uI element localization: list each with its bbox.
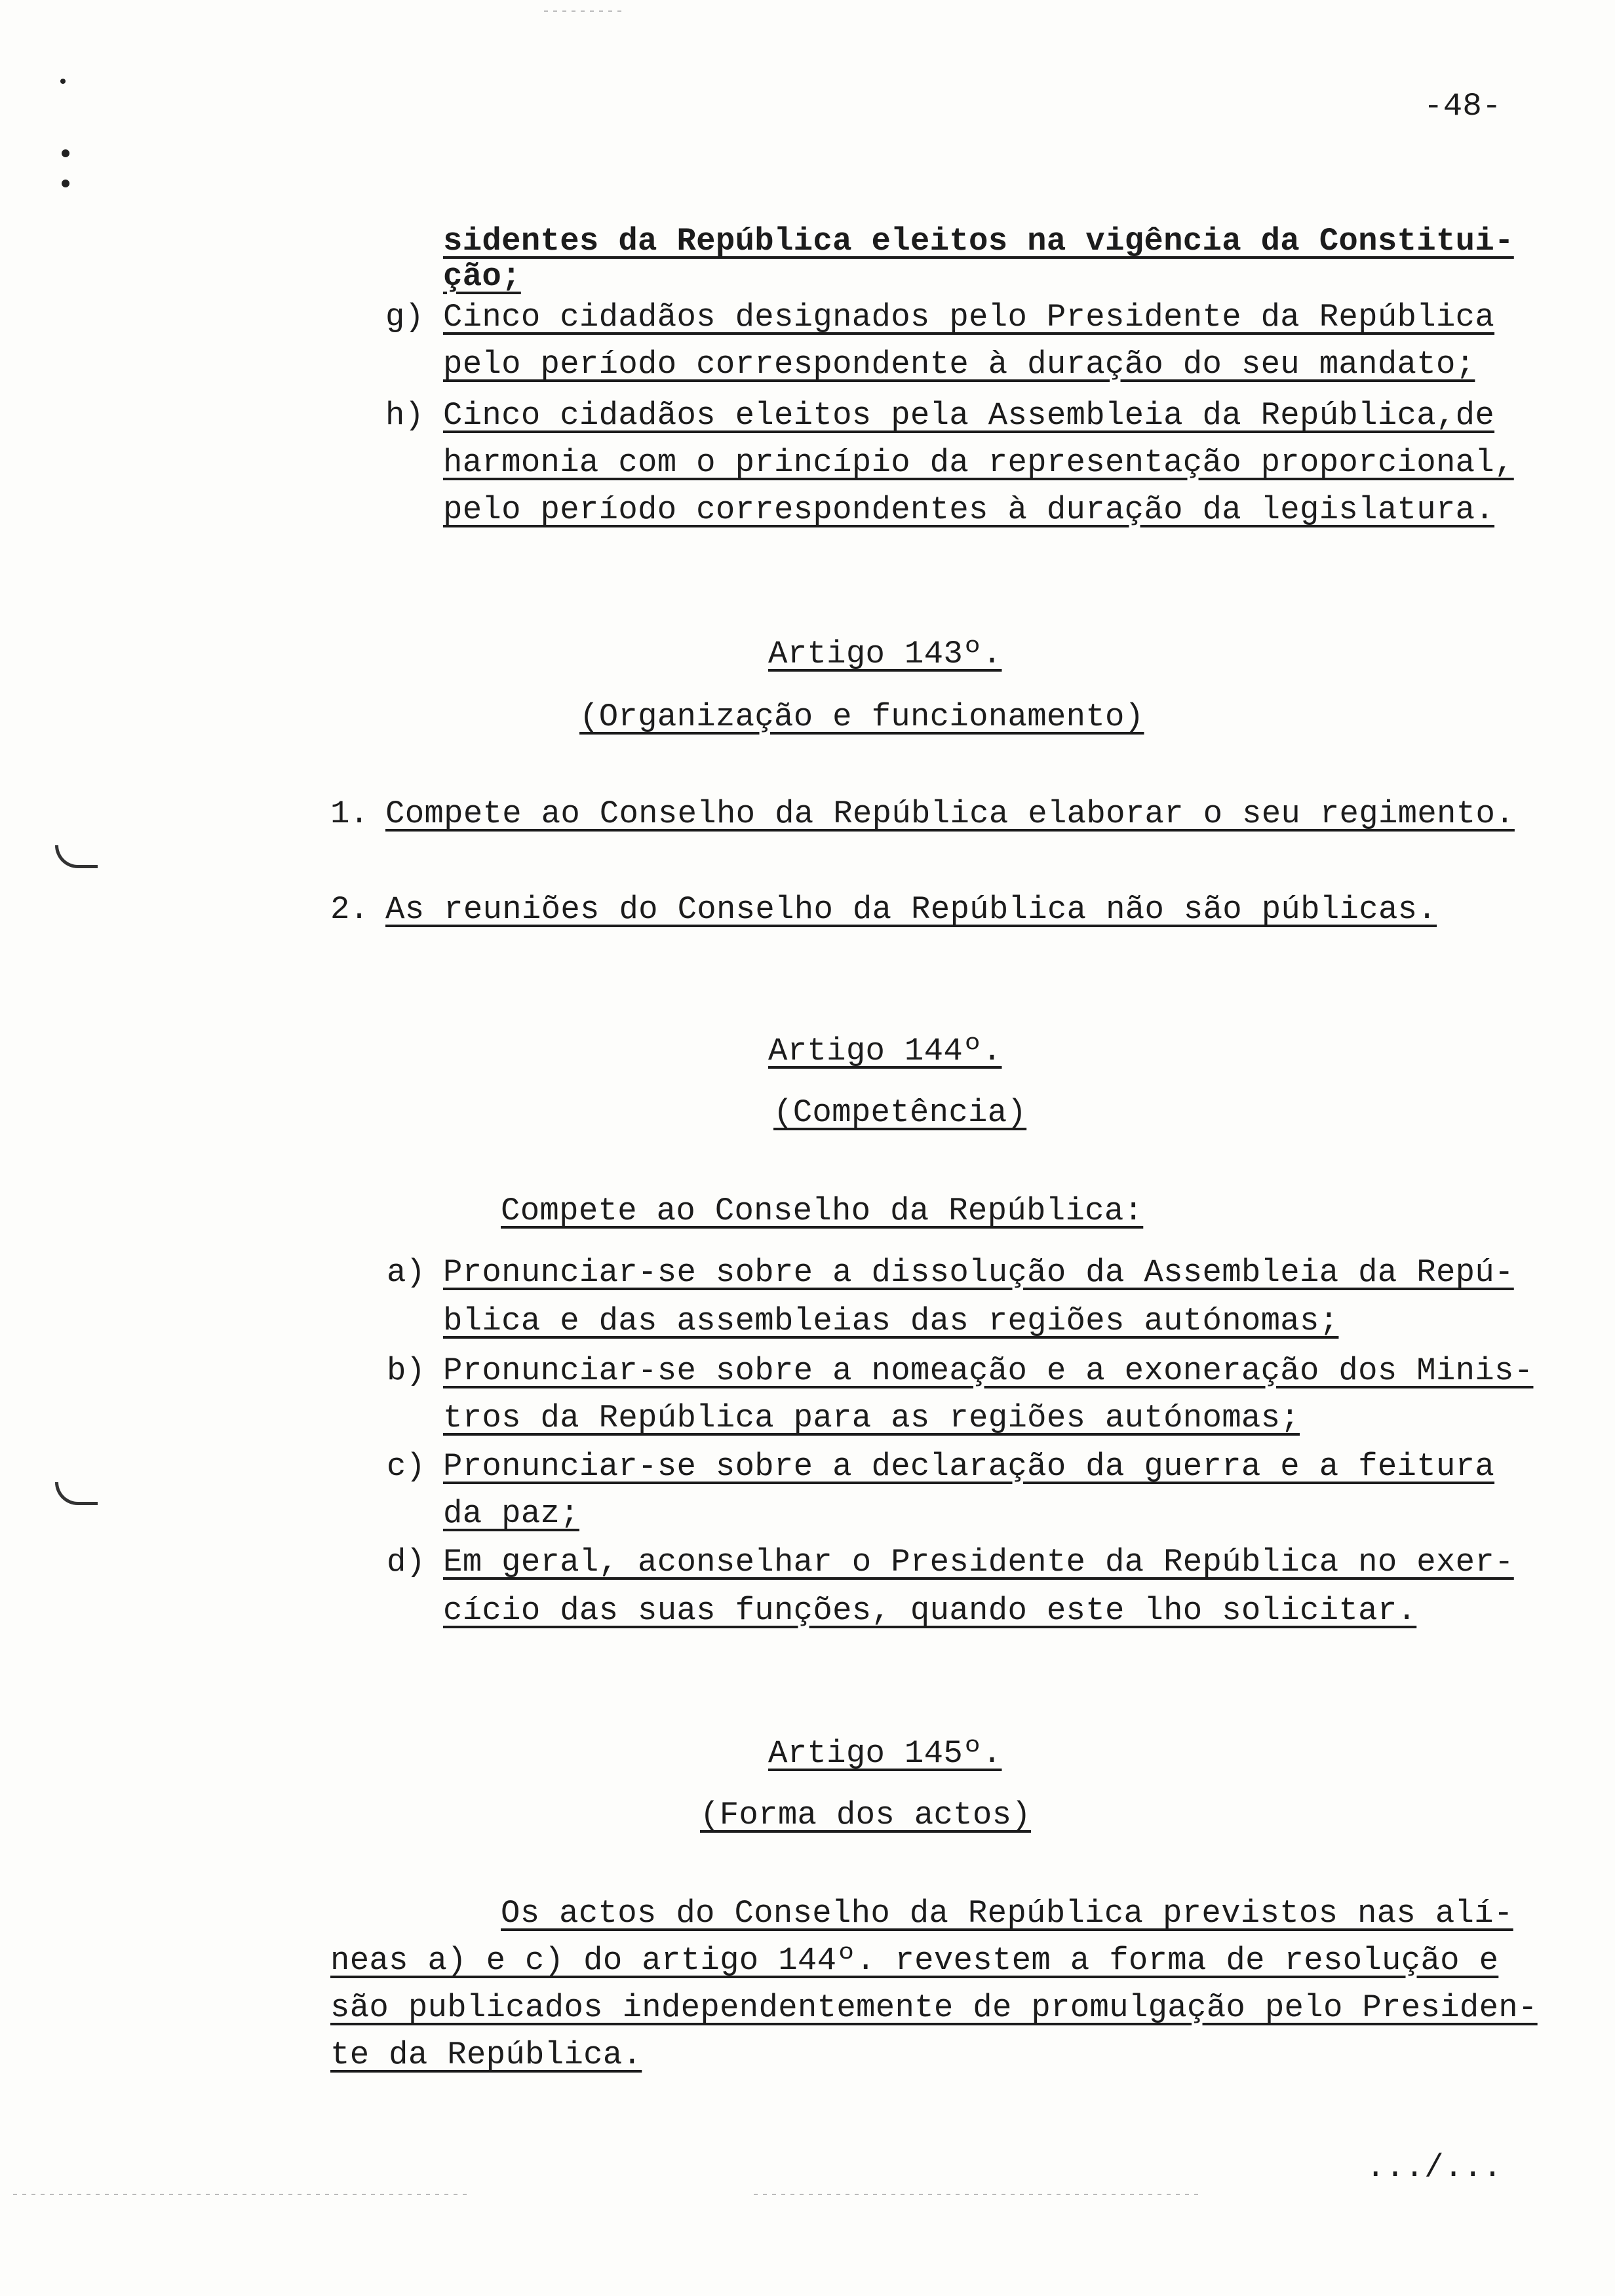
list-item-line: Pronunciar-se sobre a dissolução da Assembleia da Repú- — [443, 1254, 1514, 1291]
continuation-mark: .../... — [1366, 2149, 1502, 2186]
article-title: Artigo 145º. — [768, 1735, 1002, 1772]
list-item-line: da paz; — [443, 1495, 579, 1532]
scan-noise — [754, 2194, 1199, 2195]
list-item-line: Cinco cidadãos designados pelo Presidente da República — [443, 299, 1495, 335]
article-title: Artigo 143º. — [768, 636, 1002, 672]
list-item-line: harmonia com o princípio da representação proporcional, — [443, 444, 1514, 481]
list-item-line: Pronunciar-se sobre a declaração da guerra e a feitura — [443, 1448, 1495, 1485]
scan-noise — [13, 2194, 472, 2195]
article-item: Compete ao Conselho da República elaborar o seu regimento. — [385, 795, 1515, 832]
paragraph-line: Os actos do Conselho da República previstos nas alí- — [501, 1895, 1513, 1932]
punch-hole-mark — [62, 180, 69, 187]
paragraph-line: são publicados independentemente de promulgação pelo Presiden- — [330, 1989, 1538, 2026]
article-subtitle: (Forma dos actos) — [700, 1797, 1031, 1833]
list-item-line: Cinco cidadãos eleitos pela Assembleia da República,de — [443, 397, 1495, 434]
list-item-line: pelo período correspondente à duração do seu mandato; — [443, 346, 1475, 383]
list-marker: 2. — [330, 891, 369, 928]
binder-hole-mark — [55, 1482, 98, 1505]
paragraph-line: te da República. — [330, 2037, 642, 2073]
page-number: -48- — [1424, 88, 1502, 124]
list-marker: h) — [385, 397, 424, 434]
continuation-line: ção; — [443, 258, 521, 295]
list-marker: a) — [387, 1254, 425, 1291]
list-item-line: Pronunciar-se sobre a nomeação e a exoneração dos Minis- — [443, 1352, 1534, 1389]
binder-hole-mark — [55, 845, 98, 868]
paragraph-line: neas a) e c) do artigo 144º. revestem a forma de resolução e — [330, 1942, 1499, 1979]
list-item-line: pelo período correspondentes à duração da legislatura. — [443, 491, 1495, 528]
list-marker: d) — [387, 1544, 425, 1580]
list-marker: g) — [385, 299, 424, 335]
list-item-line: tros da República para as regiões autónomas; — [443, 1400, 1300, 1436]
list-marker: b) — [387, 1352, 425, 1389]
article-intro: Compete ao Conselho da República: — [501, 1193, 1144, 1229]
list-marker: 1. — [330, 795, 369, 832]
article-title: Artigo 144º. — [768, 1033, 1002, 1069]
article-subtitle: (Competência) — [773, 1094, 1027, 1131]
list-marker: c) — [387, 1448, 425, 1485]
punch-hole-mark — [62, 149, 69, 157]
article-item: As reuniões do Conselho da República não são públicas. — [385, 891, 1437, 928]
scan-noise — [544, 10, 623, 12]
continuation-line: sidentes da República eleitos na vigência da Constitui- — [443, 223, 1514, 259]
article-subtitle: (Organização e funcionamento) — [579, 698, 1144, 735]
list-item-line: blica e das assembleias das regiões autónomas; — [443, 1303, 1339, 1339]
list-item-line: Em geral, aconselhar o Presidente da República no exer- — [443, 1544, 1514, 1580]
punch-hole-mark — [60, 79, 66, 84]
list-item-line: cício das suas funções, quando este lho solicitar. — [443, 1592, 1417, 1629]
